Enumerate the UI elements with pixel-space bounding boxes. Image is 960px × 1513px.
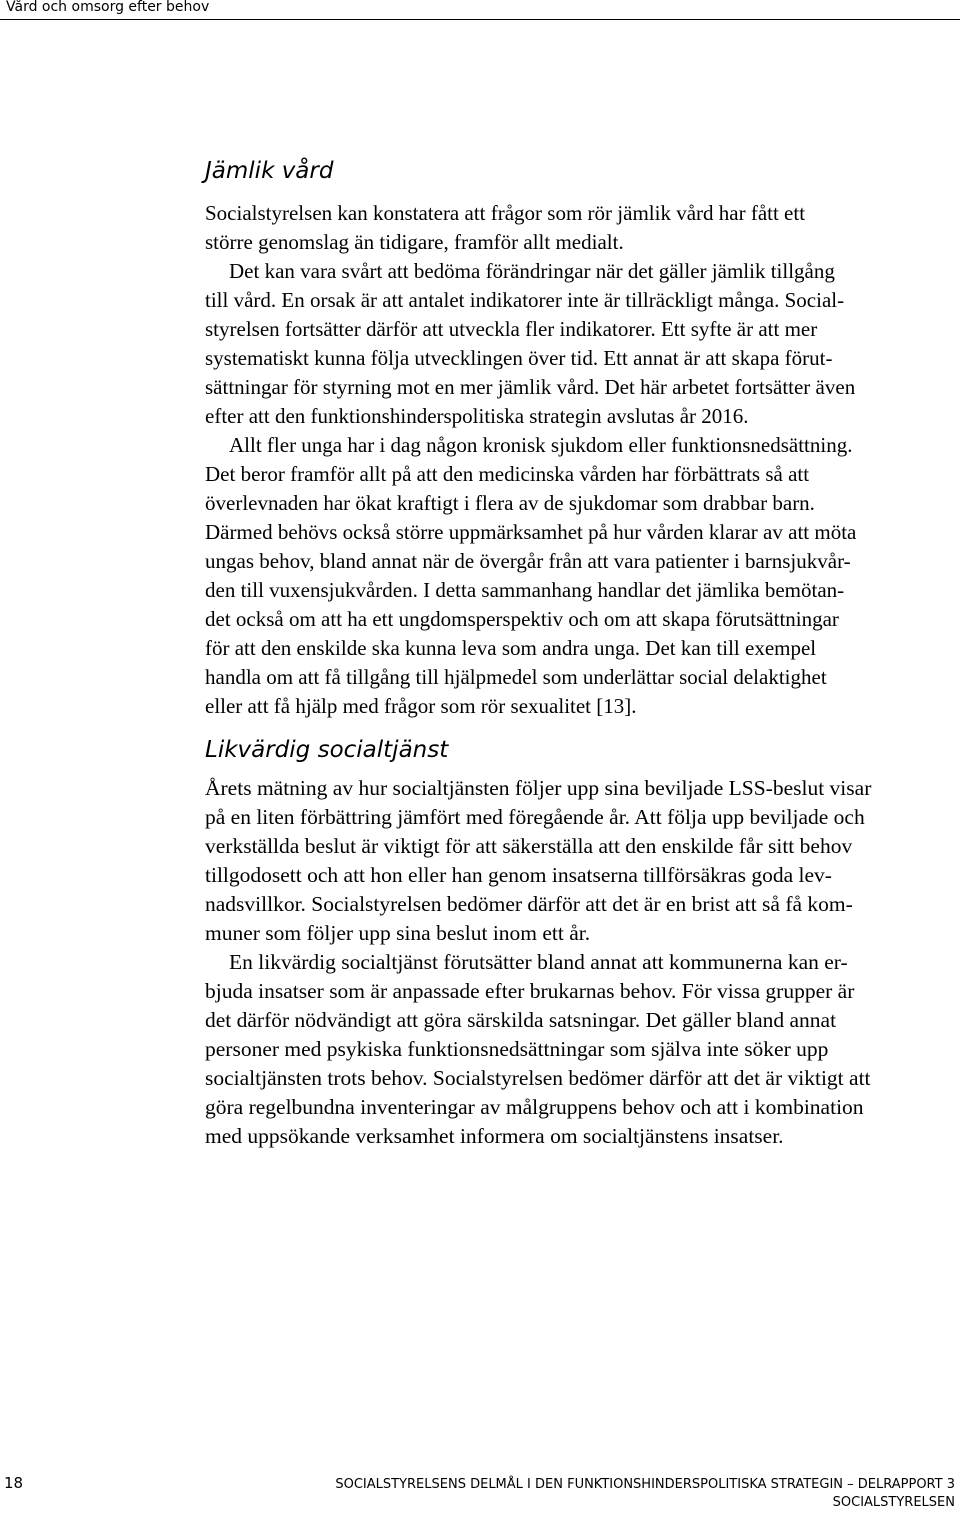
body-line: systematiskt kunna följa utvecklingen över tid. Ett annat är att skapa förut- <box>205 346 833 370</box>
body-line: med uppsökande verksamhet informera om socialtjänstens insatser. <box>205 1124 784 1148</box>
body-line: handla om att få tillgång till hjälpmedel som underlättar social delaktighet <box>205 665 827 689</box>
body-line: efter att den funktionshinderspolitiska strategin avslutas år 2016. <box>205 404 749 428</box>
body-line: överlevnaden har ökat kraftigt i flera av de sjukdomar som drabbar barn. <box>205 491 815 515</box>
body-line: göra regelbundna inventeringar av målgruppens behov och att i kombination <box>205 1095 864 1119</box>
body-line: eller att få hjälp med frågor som rör sexualitet [13]. <box>205 694 637 718</box>
body-line: styrelsen fortsätter därför att utveckla fler indikatorer. Ett syfte är att mer <box>205 317 818 341</box>
body-line: Årets mätning av hur socialtjänsten följer upp sina beviljade LSS-beslut visar <box>205 776 872 800</box>
footer-report-title: SOCIALSTYRELSENS DELMÅL I DEN FUNKTIONSHINDERSPOLITISKA STRATEGIN – DELRAPPORT 3 <box>335 1477 955 1492</box>
body-line: för att den enskilde ska kunna leva som andra unga. Det kan till exempel <box>205 636 817 660</box>
body-line: En likvärdig socialtjänst förutsätter bland annat att kommunerna kan er- <box>229 950 848 974</box>
body-line: Det kan vara svårt att bedöma förändringar när det gäller jämlik tillgång <box>229 259 835 283</box>
body-line: verkställda beslut är viktigt för att säkerställa att den enskilde får sitt behov <box>205 834 853 858</box>
section-body-likvardig-socialtjanst <box>205 774 960 1151</box>
body-line: tillgodosett och att hon eller han genom insatserna tillförsäkras goda lev- <box>205 863 832 887</box>
running-header: Vård och omsorg efter behov <box>6 0 210 15</box>
body-line: socialtjänsten trots behov. Socialstyrelsen bedömer därför att det är viktigt att <box>205 1066 871 1090</box>
body-line: på en liten förbättring jämfört med föregående år. Att följa upp beviljade och <box>205 805 865 829</box>
header-rule <box>0 19 960 20</box>
body-line: muner som följer upp sina beslut inom ett år. <box>205 921 591 945</box>
footer-publisher: SOCIALSTYRELSEN <box>832 1495 955 1510</box>
body-line: Det beror framför allt på att den medicinska vården har förbättrats så att <box>205 462 810 486</box>
body-line: den till vuxensjukvården. I detta sammanhang handlar det jämlika bemötan- <box>205 578 845 602</box>
section-body-jamlik-vard <box>205 199 960 721</box>
body-line: till vård. En orsak är att antalet indikatorer inte är tillräckligt många. Social- <box>205 288 845 312</box>
body-line: bjuda insatser som är anpassade efter brukarnas behov. För vissa grupper är <box>205 979 855 1003</box>
section-heading-jamlik-vard: Jämlik vård <box>205 158 334 184</box>
body-line: Allt fler unga har i dag någon kronisk sjukdom eller funktionsnedsättning. <box>229 433 853 457</box>
body-line: sättningar för styrning mot en mer jämlik vård. Det här arbetet fortsätter även <box>205 375 856 399</box>
section-heading-likvardig-socialtjanst: Likvärdig socialtjänst <box>205 737 449 763</box>
body-line: det därför nödvändigt att göra särskilda satsningar. Det gäller bland annat <box>205 1008 837 1032</box>
body-line: Därmed behövs också större uppmärksamhet på hur vården klarar av att möta <box>205 520 857 544</box>
body-line: ungas behov, bland annat när de övergår från att vara patienter i barnsjukvår- <box>205 549 851 573</box>
body-line: större genomslag än tidigare, framför allt medialt. <box>205 230 624 254</box>
body-line: personer med psykiska funktionsnedsättningar som själva inte söker upp <box>205 1037 829 1061</box>
body-line: Socialstyrelsen kan konstatera att frågor som rör jämlik vård har fått ett <box>205 201 806 225</box>
body-line: nadsvillkor. Socialstyrelsen bedömer därför att det är en brist att så få kom- <box>205 892 853 916</box>
page-number: 18 <box>4 1474 24 1492</box>
body-line: det också om att ha ett ungdomsperspektiv och om att skapa förutsättningar <box>205 607 839 631</box>
